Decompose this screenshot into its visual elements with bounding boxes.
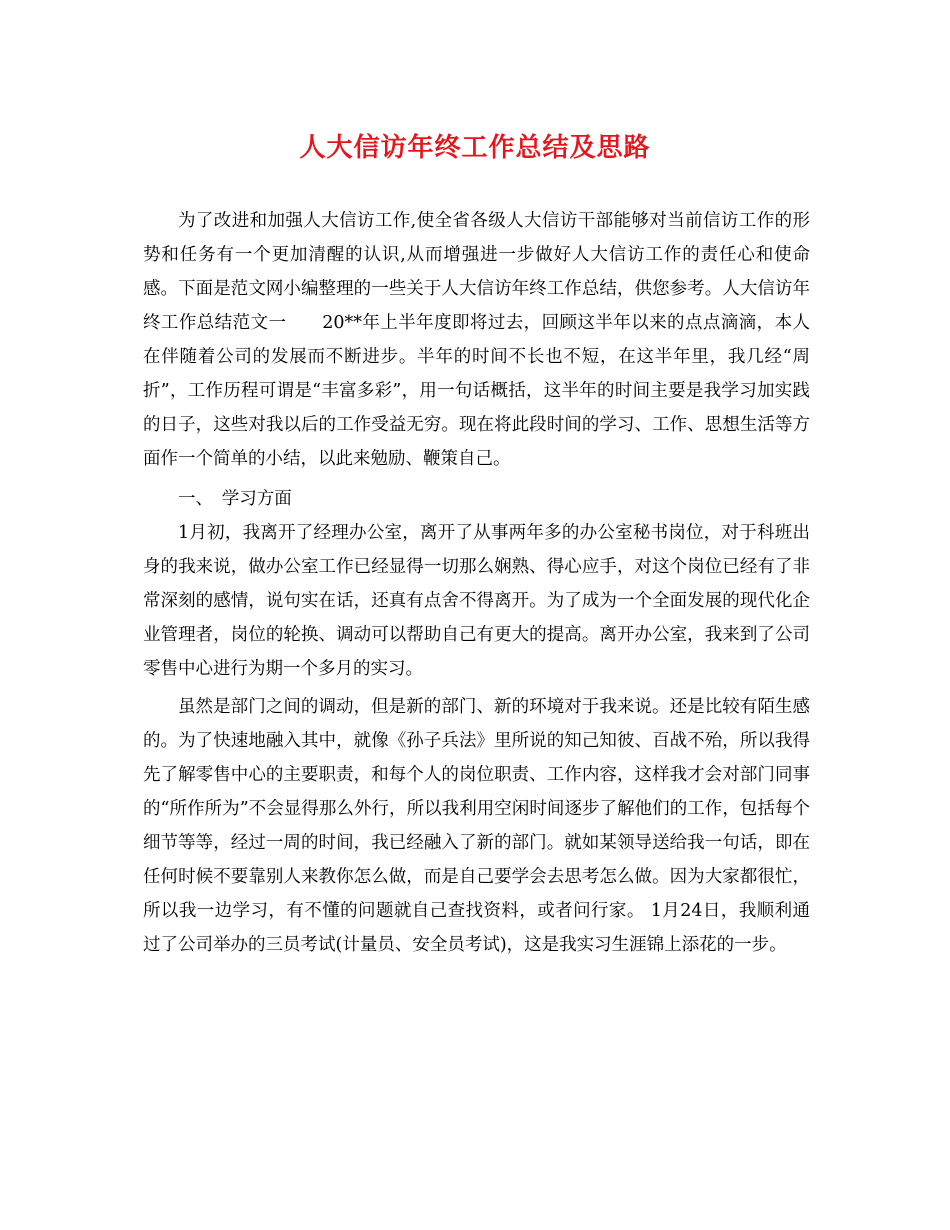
paragraph-department-transfer: 虽然是部门之间的调动，但是新的部门、新的环境对于我来说。还是比较有陌生感的。为了快速地融入其中，就像《孙子兵法》里所说的知己知彼、百战不殆，所以我得先了解零售中心的主要职责，和每个人的岗位职责、工作内容，这样我才会对部门同事的“所作所为”不会显得那么外行，所以我利用空闲时间逐步了解他们的工作，包括每个细节等等，经过一周的时间，我已经融入了新的部门。就如某领导送给我一句话，即在任何时候不要靠别人来教你怎么做，而是自己要学会去思考怎么做。因为大家都很忙，所以我一边学习，有不懂的问题就自己查找资料，或者问行家。 1月24日，我顺利通过了公司举办的三员考试(计量员、安全员考试)，这是我实习生涯锦上添花的一步。 bbox=[143, 697, 810, 955]
document-title: 人大信访年终工作总结及思路 bbox=[299, 133, 651, 163]
section-heading-study: 一、 学习方面 bbox=[178, 489, 292, 509]
paragraph-january: 1月初，我离开了经理办公室，离开了从事两年多的办公室秘书岗位，对于科班出身的我来说，做办公室工作已经显得一切那么娴熟、得心应手，对这个岗位已经有了非常深刻的感情，说句实在话，还真有点舍不得离开。为了成为一个全面发展的现代化企业管理者，岗位的轮换、调动可以帮助自己有更大的提高。离开办公室，我来到了公司零售中心进行为期一个多月的实习。 bbox=[143, 523, 810, 679]
document-body bbox=[143, 204, 810, 962]
paragraph-intro: 为了改进和加强人大信访工作,使全省各级人大信访干部能够对当前信访工作的形势和任务有一个更加清醒的认识,从而增强进一步做好人大信访工作的责任心和使命感。下面是范文网小编整理的一些关于人大信访年终工作总结，供您参考。人大信访年终工作总结范文一 20**年上半年度即将过去，回顾这半年以来的点点滴滴，本人在伴随着公司的发展而不断进步。半年的时间不长也不短，在这半年里，我几经“周折”，工作历程可谓是“丰富多彩”，用一句话概括，这半年的时间主要是我学习加实践的日子，这些对我以后的工作受益无穷。现在将此段时间的学习、工作、思想生活等方面作一个简单的小结，以此来勉励、鞭策自己。 bbox=[143, 211, 810, 469]
